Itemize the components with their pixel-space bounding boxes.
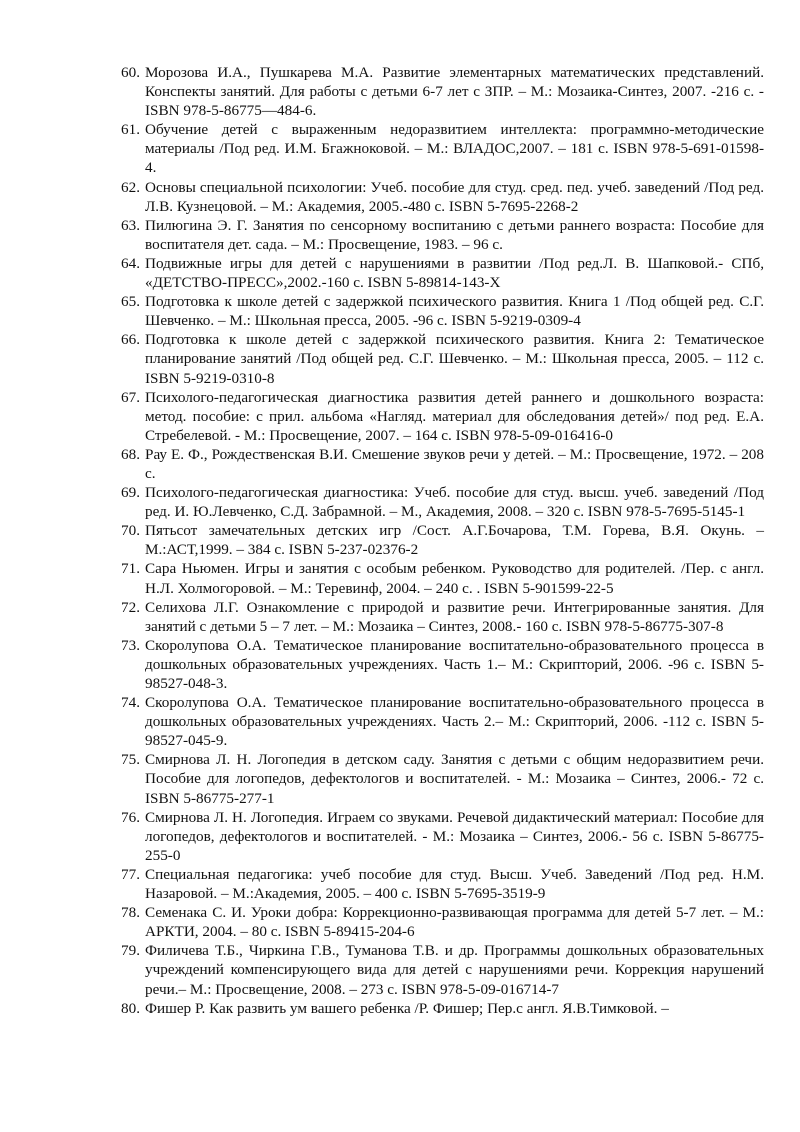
- reference-text: Пятьсот замечательных детских игр /Сост. А.Г.Бочарова, Т.М. Горева, В.Я. Окунь. – М.:АСТ,1999. – 384 с. ISBN 5-237-02376-2: [145, 522, 764, 559]
- reference-number: 69.: [121, 484, 140, 502]
- reference-text: Подготовка к школе детей с задержкой психического развития. Книга 2: Тематическое планирование занятий /Под общей ред. С.Г. Шевченко. – М.: Школьная пресса, 2005. – 112 с. ISBN 5-9219-0310-8: [145, 331, 764, 387]
- reference-66: [121, 330, 764, 387]
- reference-text: Подготовка к школе детей с задержкой психического развития. Книга 1 /Под общей ред. С.Г. Шевченко. – М.: Школьная пресса, 2005. -96 с. ISBN 5-9219-0309-4: [145, 293, 764, 330]
- reference-72: [121, 598, 764, 636]
- reference-number: 67.: [121, 388, 140, 406]
- reference-number: 66.: [121, 331, 140, 349]
- reference-number: 65.: [121, 293, 140, 311]
- reference-number: 76.: [121, 808, 140, 826]
- reference-number: 72.: [121, 598, 140, 616]
- reference-number: 60.: [121, 64, 140, 81]
- reference-61: [121, 120, 764, 177]
- reference-text: Специальная педагогика: учеб пособие для студ. Высш. Учеб. Заведений /Под ред. Н.М. Назаровой. – М.:Академия, 2005. – 400 с. ISBN 5-7695-3519-9: [145, 865, 764, 903]
- reference-80: [121, 999, 764, 1018]
- reference-text: Психолого-педагогическая диагностика развития детей раннего и дошкольного возраста: метод. пособие: с прил. альбома «Нагляд. материал для обследования детей»/ под ред. Е.А. Стребелевой. - М.: Просвещение, 2007. – 164 с. ISBN 978-5-09-016416-0: [145, 388, 764, 444]
- reference-text: Смирнова Л. Н. Логопедия. Играем со звуками. Речевой дидактический материал: Пособие для логопедов, дефектологов и воспитателей. - М.: Мозаика – Синтез, 2006.- 56 с. ISBN 5-86775-255-0: [145, 808, 764, 864]
- reference-text: Морозова И.А., Пушкарева М.А. Развитие элементарных математических представлений. Конспекты занятий. Для работы с детьми 6-7 лет с ЗПР. – М.: Мозаика-Синтез, 2007. -216 с. - ISBN 978-5-86775—484-6.: [145, 64, 764, 120]
- reference-71: [121, 559, 764, 597]
- reference-number: 74.: [121, 694, 140, 712]
- reference-text: Скоролупова О.А. Тематическое планирование воспитательно-образовательного процесса в дошкольных образовательных учреждениях. Часть 2.– М.: Скрипторий, 2006. -112 с. ISBN 5-98527-045-9.: [145, 694, 764, 750]
- reference-64: [121, 254, 764, 292]
- reference-76: [121, 808, 764, 865]
- reference-75: [121, 750, 764, 807]
- reference-text: Семенака С. И. Уроки добра: Коррекционно-развивающая программа для детей 5-7 лет. – М.: АРКТИ, 2004. – 80 с. ISBN 5-89415-204-6: [145, 904, 764, 941]
- reference-number: 68.: [121, 445, 140, 463]
- reference-text: Обучение детей с выраженным недоразвитием интеллекта: программно-методические материалы /Под ред. И.М. Бгажноковой. – М.: ВЛАДОС,2007. – 181 с. ISBN 978-5-691-01598-4.: [145, 121, 764, 177]
- reference-number: 75.: [121, 751, 140, 769]
- reference-79: [121, 941, 764, 998]
- reference-number: 78.: [121, 904, 140, 922]
- reference-74: [121, 693, 764, 750]
- reference-text: Рау Е. Ф., Рождественская В.И. Смешение звуков речи у детей. – М.: Просвещение, 1972. – 208 с.: [145, 445, 764, 482]
- reference-text: Основы специальной психологии: Учеб. пособие для студ. сред. пед. учеб. заведений /Под ред. Л.В. Кузнецовой. – М.: Академия, 2005.-480 с. ISBN 5-7695-2268-2: [145, 178, 764, 215]
- reference-number: 71.: [121, 560, 140, 578]
- reference-63: [121, 216, 764, 254]
- reference-number: 79.: [121, 942, 140, 960]
- reference-number: 64.: [121, 254, 140, 272]
- reference-text: Пилюгина Э. Г. Занятия по сенсорному воспитанию с детьми раннего возраста: Пособие для воспитателя дет. сада. – М.: Просвещение, 1983. – 96 с.: [145, 216, 764, 253]
- reference-73: [121, 636, 764, 693]
- reference-number: 73.: [121, 636, 140, 654]
- reference-text: Скоролупова О.А. Тематическое планирование воспитательно-образовательного процесса в дошкольных образовательных учреждениях. Часть 1.– М.: Скрипторий, 2006. -96 с. ISBN 5-98527-048-3.: [145, 636, 764, 692]
- reference-number: 77.: [121, 865, 140, 883]
- reference-number: 63.: [121, 216, 140, 234]
- reference-text: Фишер Р. Как развить ум вашего ребенка /Р. Фишер; Пер.с англ. Я.В.Тимковой. –: [145, 999, 669, 1017]
- reference-77: [121, 865, 764, 903]
- reference-text: Филичева Т.Б., Чиркина Г.В., Туманова Т.В. и др. Программы дошкольных образовательных учреждений компенсирующего вида для детей с нарушениями речи. Коррекция нарушений речи.– М.: Просвещение, 2008. – 273 с. ISBN 978-5-09-016714-7: [145, 942, 764, 998]
- bibliography-list: [121, 63, 764, 1018]
- reference-number: 70.: [121, 522, 140, 540]
- reference-78: [121, 903, 764, 941]
- reference-number: 80.: [121, 999, 140, 1017]
- reference-number: 61.: [121, 121, 140, 139]
- reference-67: [121, 388, 764, 445]
- reference-text: Селихова Л.Г. Ознакомление с природой и развитие речи. Интегрированные занятия. Для занятий с детьми 5 – 7 лет. – М.: Мозаика – Синтез, 2008.- 160 с. ISBN 978-5-86775-307-8: [145, 598, 764, 635]
- reference-text: Подвижные игры для детей с нарушениями в развитии /Под ред.Л. В. Шапковой.- СПб, «ДЕТСТВО-ПРЕСС»,2002.-160 с. ISBN 5-89814-143-X: [145, 254, 764, 292]
- reference-60: [121, 63, 764, 120]
- reference-62: [121, 178, 764, 216]
- reference-68: [121, 445, 764, 483]
- reference-70: [121, 521, 764, 559]
- reference-text: Психолого-педагогическая диагностика: Учеб. пособие для студ. высш. учеб. заведений /Под ред. И. Ю.Левченко, С.Д. Забрамной. – М., Академия, 2008. – 320 с. ISBN 978-5-7695-5145-1: [145, 484, 764, 521]
- reference-69: [121, 483, 764, 521]
- reference-text: Смирнова Л. Н. Логопедия в детском саду. Занятия с детьми с общим недоразвитием речи. Пособие для логопедов, дефектологов и воспитателей. - М.: Мозаика – Синтез, 2006.- 72 с. ISBN 5-86775-277-1: [145, 751, 764, 807]
- reference-text: Сара Ньюмен. Игры и занятия с особым ребенком. Руководство для родителей. /Пер. с англ. Н.Л. Холмогоровой. – М.: Теревинф, 2004. – 240 с. . ISBN 5-901599-22-5: [145, 560, 764, 597]
- reference-number: 62.: [121, 178, 140, 196]
- reference-65: [121, 292, 764, 330]
